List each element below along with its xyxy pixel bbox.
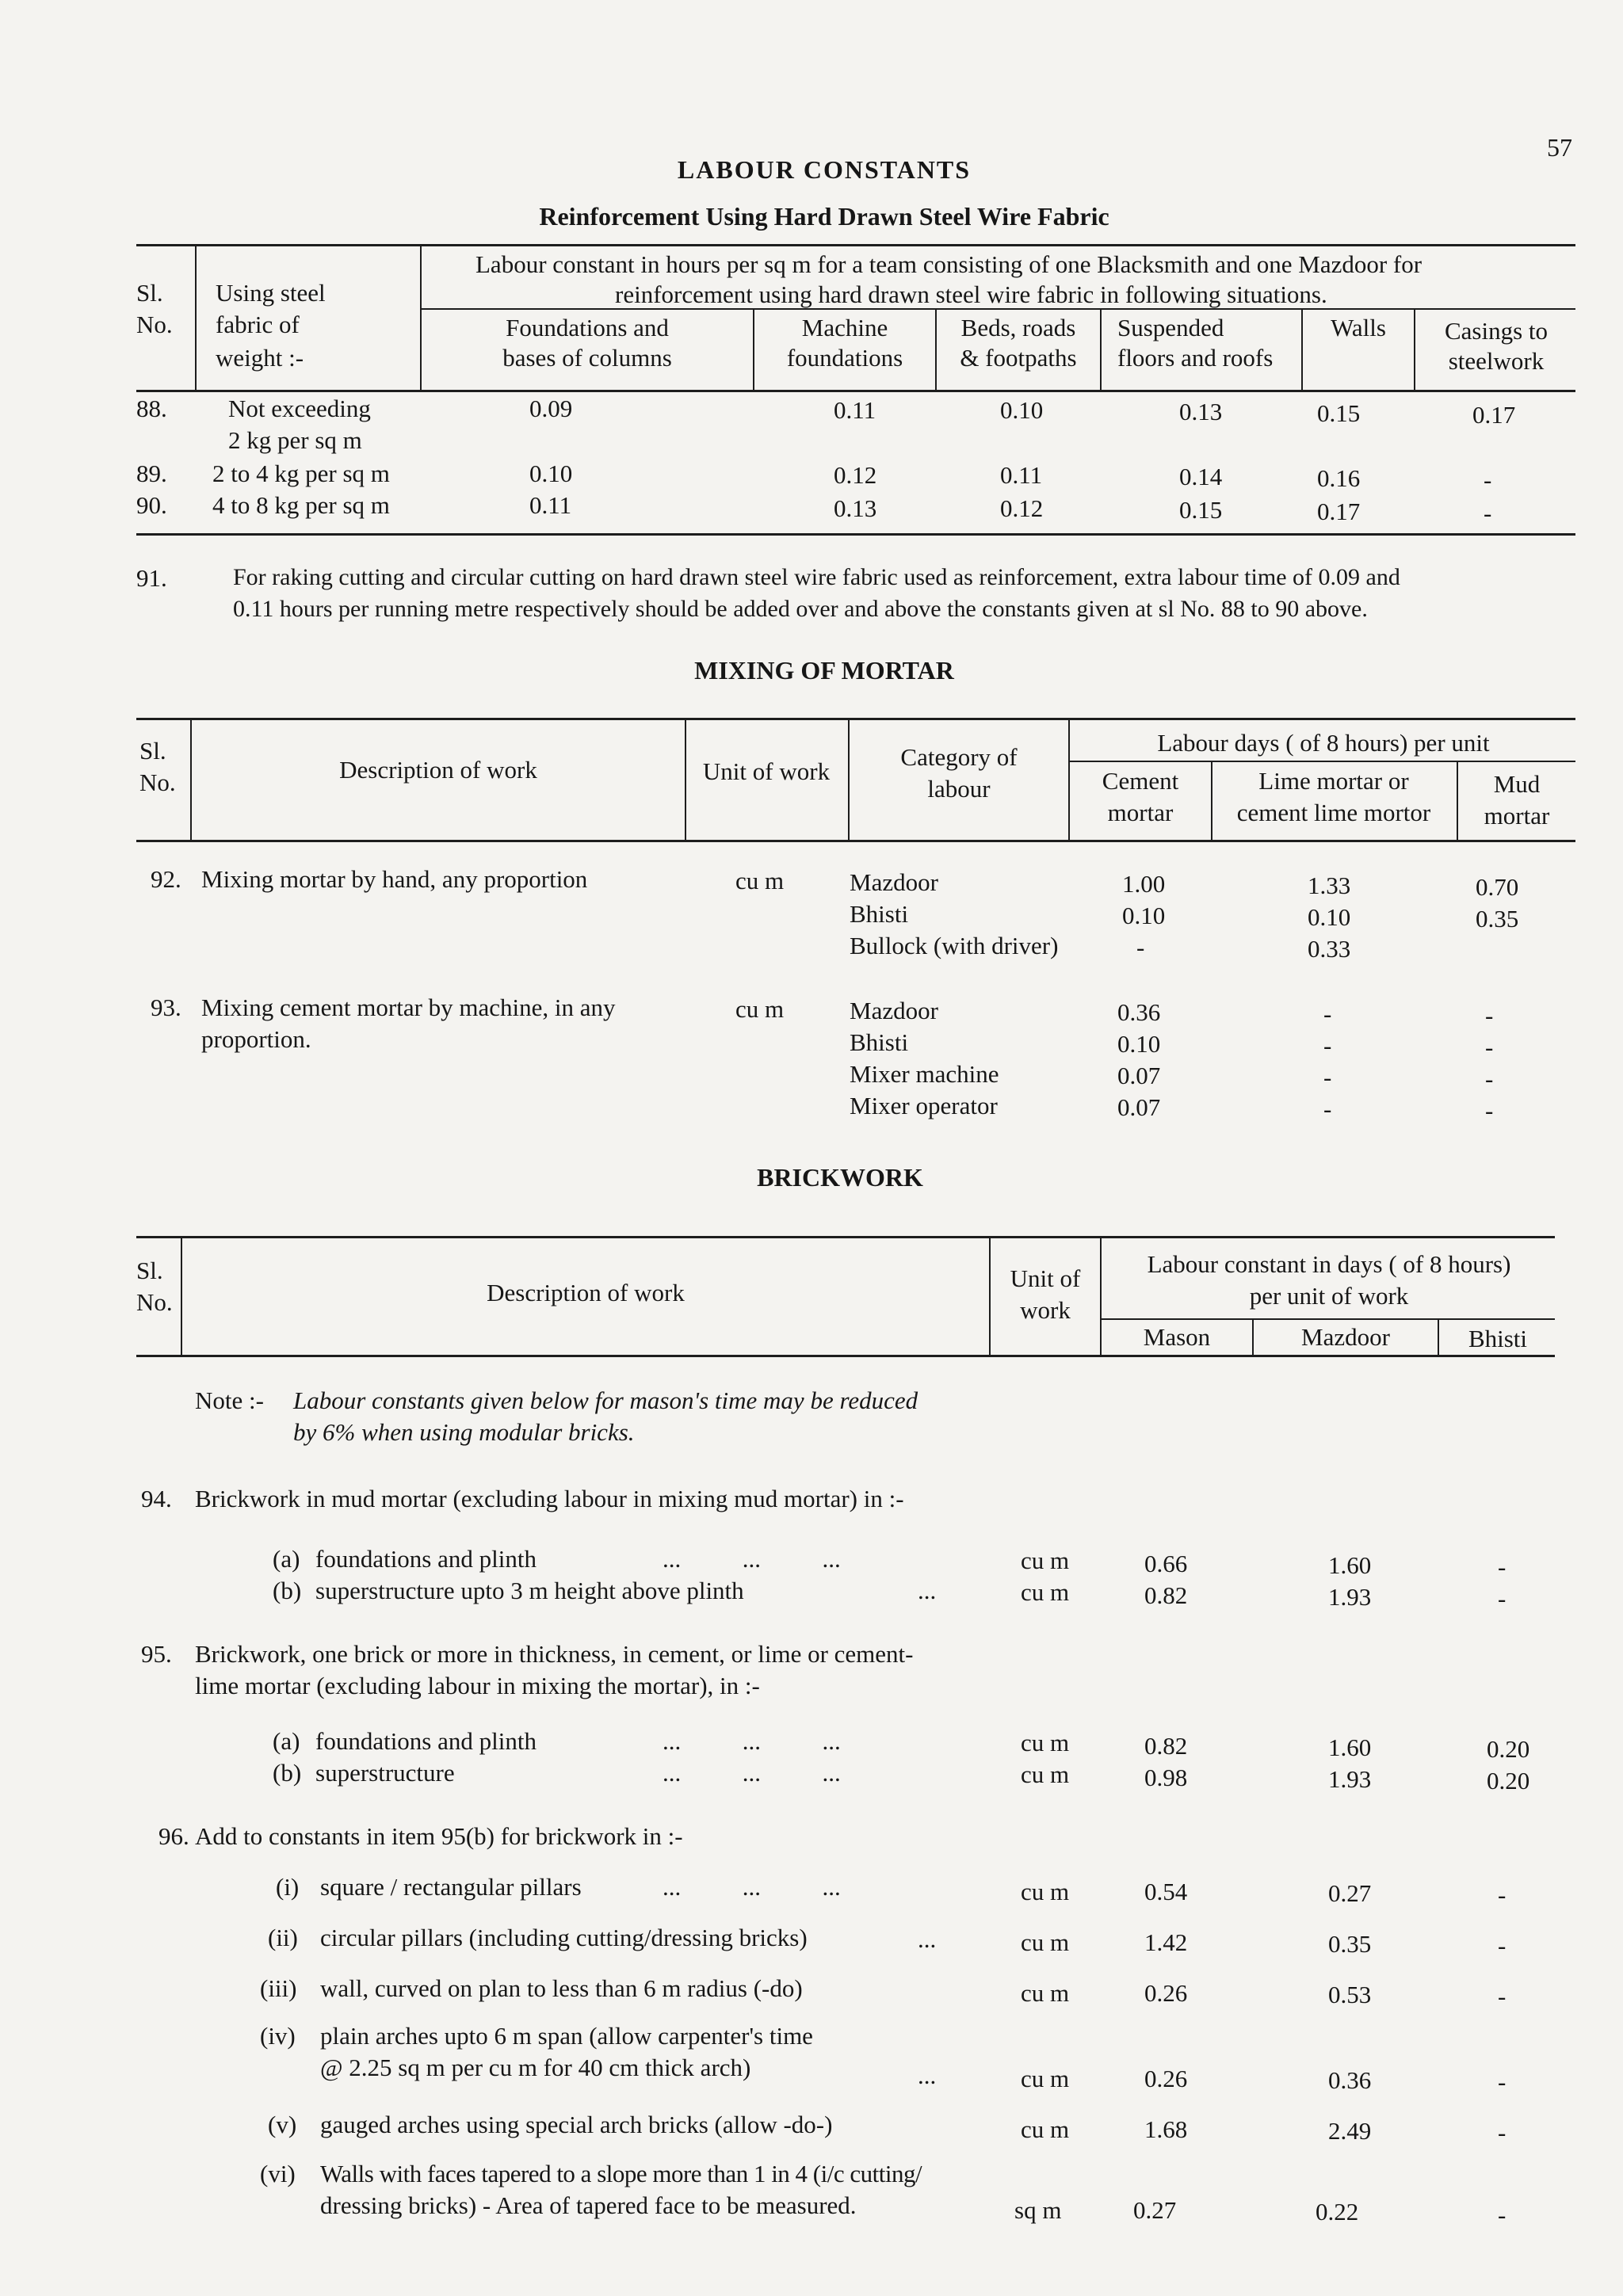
table-divider	[1414, 308, 1415, 390]
cell-mud: -	[1485, 1001, 1494, 1029]
section-title-labour-constants: LABOUR CONSTANTS	[677, 155, 972, 184]
row-label: (vi)	[260, 2160, 296, 2187]
header-no: No.	[136, 1288, 173, 1316]
note-line: by 6% when using modular bricks.	[293, 1418, 635, 1446]
header-foundations: bases of columns	[502, 344, 672, 372]
note-line: Labour constants given below for mason's time may be reduced	[293, 1386, 918, 1414]
cell-machine: 0.13	[834, 494, 877, 522]
header-suspended: floors and roofs	[1117, 344, 1274, 372]
cell-casings: 0.17	[1472, 401, 1516, 429]
row-desc: Mixing mortar by hand, any proportion	[201, 865, 588, 893]
cell-beds: 0.10	[1000, 396, 1044, 424]
header-fabric-line: weight :-	[216, 344, 304, 372]
table-divider	[1100, 308, 1102, 390]
cell-bhisti: 0.20	[1487, 1767, 1530, 1794]
header-no: No.	[139, 769, 176, 796]
table-divider	[181, 1236, 182, 1355]
row-unit: cu m	[1021, 1928, 1070, 1956]
row-text: superstructure upto 3 m height above plinth	[315, 1577, 744, 1604]
cell-lime: -	[1323, 1032, 1332, 1059]
cell-mason: 0.82	[1144, 1732, 1188, 1760]
header-lime-mortar: Lime mortar or	[1258, 767, 1409, 795]
header-labour-days: Labour days ( of 8 hours) per unit	[1157, 729, 1490, 757]
note-line: For raking cutting and circular cutting on hard drawn steel wire fabric used as reinforcement, extra labour time of 0.09 and	[233, 564, 1400, 590]
header-span-line: Labour constant in hours per sq m for a team consisting of one Blacksmith and one Mazdoor for	[475, 250, 1423, 278]
row-label: (i)	[276, 1873, 300, 1901]
cell-bhisti: -	[1498, 1932, 1507, 1959]
row-label: (ii)	[268, 1924, 298, 1951]
header-machine: foundations	[786, 344, 903, 372]
cell-category: Bhisti	[850, 1028, 909, 1056]
row-label: (b)	[273, 1577, 302, 1604]
cell-mason: 0.54	[1144, 1878, 1188, 1905]
cell-bhisti: -	[1498, 1585, 1507, 1612]
row-text: foundations and plinth	[315, 1727, 537, 1755]
table-divider	[1100, 1236, 1102, 1355]
header-mud-mortar: mortar	[1484, 802, 1550, 830]
cell-mason: 1.68	[1144, 2115, 1188, 2143]
section-title-brickwork: BRICKWORK	[757, 1163, 923, 1192]
row-unit: sq m	[1014, 2196, 1062, 2224]
row-text: Walls with faces tapered to a slope more than 1 in 4 (i/c cutting/	[320, 2160, 922, 2187]
row-text: dressing bricks) - Area of tapered face to be measured.	[320, 2191, 857, 2219]
row-leader-dots: ... ... ...	[663, 1545, 841, 1573]
table-divider	[1301, 308, 1303, 390]
row-label: (iv)	[260, 2022, 296, 2050]
row-unit: cu m	[1021, 1878, 1070, 1905]
row-text: @ 2.25 sq m per cu m for 40 cm thick arch)	[320, 2054, 751, 2081]
cell-lime: 0.10	[1308, 903, 1351, 931]
cell-bhisti: -	[1498, 1553, 1507, 1581]
header-sl: Sl.	[136, 1257, 163, 1284]
cell-suspended: 0.13	[1179, 398, 1223, 425]
cell-mazdoor: 0.36	[1328, 2066, 1372, 2094]
cell-bhisti: -	[1498, 1982, 1507, 2010]
row-label: (a)	[273, 1727, 300, 1755]
row-text: gauged arches using special arch bricks (allow -do-)	[320, 2111, 833, 2138]
header-casings: Casings to	[1444, 317, 1549, 345]
header-labour-constant: Labour constant in days ( of 8 hours)	[1147, 1250, 1511, 1278]
table-rule	[136, 390, 1575, 392]
cell-mason: 0.98	[1144, 1764, 1188, 1791]
cell-bhisti: -	[1498, 2119, 1507, 2146]
header-fabric-line: fabric of	[216, 311, 300, 338]
row-text: wall, curved on plan to less than 6 m radius (-do)	[320, 1974, 803, 2002]
cell-foundations: 0.10	[529, 460, 573, 487]
row-leader-dots: ...	[918, 1577, 937, 1604]
cell-walls: 0.16	[1317, 464, 1361, 492]
header-no: No.	[136, 311, 173, 338]
section-subtitle: Reinforcement Using Hard Drawn Steel Wire Fabric	[539, 202, 1109, 231]
header-cement-mortar: Cement	[1102, 767, 1179, 795]
table-rule	[136, 533, 1575, 536]
note-sl: 91.	[136, 564, 167, 592]
row-unit: cu m	[1021, 1578, 1070, 1606]
cell-mazdoor: 0.53	[1328, 1981, 1372, 2008]
cell-mud: -	[1485, 1097, 1494, 1124]
header-labour-constant: per unit of work	[1249, 1282, 1409, 1310]
cell-cement: -	[1136, 933, 1145, 961]
row-unit: cu m	[1021, 1729, 1070, 1756]
header-description: Description of work	[339, 756, 537, 784]
row-leader-dots: ... ... ...	[663, 1873, 841, 1901]
cell-cement: 0.10	[1117, 1030, 1161, 1058]
row-unit: cu m	[1021, 1979, 1070, 2007]
cell-mazdoor: 0.27	[1328, 1879, 1372, 1907]
header-sl: Sl.	[139, 737, 166, 765]
table-rule	[136, 1236, 1555, 1238]
cell-category: Mazdoor	[850, 997, 938, 1024]
row-leader-dots: ...	[918, 1925, 937, 1953]
cell-bhisti: -	[1498, 1881, 1507, 1909]
cell-mazdoor: 2.49	[1328, 2117, 1372, 2145]
header-description: Description of work	[487, 1279, 685, 1306]
row-unit: cu m	[1021, 1760, 1070, 1788]
table-divider	[935, 308, 937, 390]
header-foundations: Foundations and	[506, 314, 669, 341]
cell-mason: 0.66	[1144, 1550, 1188, 1577]
header-beds: Beds, roads	[960, 314, 1076, 341]
row-sl: 90.	[136, 491, 167, 519]
header-machine: Machine	[801, 314, 888, 341]
header-category: Category of	[900, 743, 1018, 771]
cell-lime: -	[1323, 1095, 1332, 1123]
cell-lime: 1.33	[1308, 871, 1351, 899]
cell-mazdoor: 0.35	[1328, 1930, 1372, 1958]
header-category: labour	[927, 775, 991, 803]
row-desc: proportion.	[201, 1025, 311, 1053]
header-casings: steelwork	[1448, 347, 1545, 375]
cell-foundations: 0.09	[529, 395, 573, 422]
note-line: 0.11 hours per running metre respectively should be added over and above the constants given at sl No. 88 to 90 above.	[233, 596, 1368, 622]
header-fabric-line: Using steel	[216, 279, 326, 307]
row-leader-dots: ...	[918, 2061, 937, 2089]
row-text: square / rectangular pillars	[320, 1873, 582, 1901]
item-heading: Add to constants in item 95(b) for brickwork in :-	[195, 1822, 683, 1850]
header-cement-mortar: mortar	[1107, 799, 1174, 826]
header-mason: Mason	[1143, 1323, 1211, 1351]
item-sl: 96.	[158, 1822, 189, 1850]
row-text: foundations and plinth	[315, 1545, 537, 1573]
cell-mazdoor: 1.93	[1328, 1765, 1372, 1793]
row-unit: cu m	[735, 867, 785, 894]
cell-casings: -	[1484, 499, 1492, 527]
cell-category: Bullock (with driver)	[850, 932, 1059, 959]
table-divider	[1068, 718, 1070, 840]
header-walls: Walls	[1331, 314, 1386, 341]
cell-bhisti: -	[1498, 2201, 1507, 2229]
cell-suspended: 0.15	[1179, 496, 1223, 524]
cell-casings: -	[1484, 466, 1492, 494]
header-suspended: Suspended	[1117, 314, 1224, 341]
cell-mazdoor: 1.60	[1328, 1733, 1372, 1761]
cell-walls: 0.17	[1317, 498, 1361, 525]
header-sl: Sl.	[136, 279, 163, 307]
cell-suspended: 0.14	[1179, 463, 1223, 490]
row-label: (iii)	[260, 1974, 297, 2002]
row-desc: 4 to 8 kg per sq m	[212, 491, 390, 519]
cell-beds: 0.11	[1000, 461, 1043, 489]
table-divider	[848, 718, 850, 840]
cell-mud: 0.35	[1476, 905, 1519, 933]
row-desc: Mixing cement mortar by machine, in any	[201, 994, 616, 1021]
table-rule	[1100, 1318, 1555, 1320]
header-beds: & footpaths	[960, 344, 1077, 372]
header-mud-mortar: Mud	[1493, 770, 1541, 798]
row-desc: Not exceeding	[228, 395, 371, 422]
cell-cement: 1.00	[1122, 870, 1166, 898]
header-unit: Unit of	[1010, 1264, 1081, 1292]
header-bhisti: Bhisti	[1468, 1325, 1528, 1352]
cell-category: Mixer operator	[850, 1092, 998, 1119]
item-sl: 94.	[141, 1485, 172, 1512]
page-number: 57	[1547, 133, 1572, 162]
table-rule	[1068, 761, 1575, 762]
cell-bhisti: 0.20	[1487, 1735, 1530, 1763]
row-text: plain arches upto 6 m span (allow carpenter's time	[320, 2022, 813, 2050]
cell-lime: -	[1323, 1000, 1332, 1028]
cell-mason: 0.82	[1144, 1581, 1188, 1609]
row-sl: 89.	[136, 460, 167, 487]
header-mazdoor: Mazdoor	[1301, 1323, 1390, 1351]
table-rule	[136, 244, 1575, 246]
cell-mazdoor: 1.60	[1328, 1551, 1372, 1579]
row-sl: 92.	[151, 865, 181, 893]
section-title-mixing-of-mortar: MIXING OF MORTAR	[694, 656, 954, 685]
row-unit: cu m	[1021, 1547, 1070, 1574]
cell-lime: 0.33	[1308, 935, 1351, 963]
header-span-line: reinforcement using hard drawn steel wire fabric in following situations.	[615, 280, 1327, 308]
header-unit: work	[1020, 1296, 1071, 1324]
cell-mud: -	[1485, 1065, 1494, 1093]
row-label: (b)	[273, 1759, 302, 1787]
cell-mason: 0.27	[1133, 2196, 1177, 2224]
table-divider	[420, 244, 422, 390]
header-unit: Unit of work	[702, 757, 831, 785]
table-rule	[136, 1355, 1555, 1357]
row-sl: 88.	[136, 395, 167, 422]
row-unit: cu m	[735, 995, 785, 1023]
cell-beds: 0.12	[1000, 494, 1044, 522]
table-rule	[136, 840, 1575, 842]
cell-category: Bhisti	[850, 900, 909, 928]
item-heading: lime mortar (excluding labour in mixing the mortar), in :-	[195, 1672, 760, 1699]
table-divider	[753, 308, 754, 390]
table-divider	[190, 718, 192, 840]
cell-cement: 0.07	[1117, 1062, 1161, 1089]
row-label: (a)	[273, 1545, 300, 1573]
cell-lime: -	[1323, 1063, 1332, 1091]
row-leader-dots: ... ... ...	[663, 1759, 841, 1787]
row-unit: cu m	[1021, 2065, 1070, 2092]
row-unit: cu m	[1021, 2115, 1070, 2143]
cell-category: Mazdoor	[850, 868, 938, 896]
cell-machine: 0.12	[834, 461, 877, 489]
row-desc: 2 to 4 kg per sq m	[212, 460, 390, 487]
row-sl: 93.	[151, 994, 181, 1021]
item-sl: 95.	[141, 1640, 172, 1668]
cell-mason: 0.26	[1144, 1979, 1188, 2007]
row-text: circular pillars (including cutting/dressing bricks)	[320, 1924, 808, 1951]
cell-mud: 0.70	[1476, 873, 1519, 901]
cell-cement: 0.10	[1122, 902, 1166, 929]
table-divider	[1252, 1318, 1254, 1355]
cell-category: Mixer machine	[850, 1060, 999, 1088]
table-rule	[136, 718, 1575, 720]
row-text: superstructure	[315, 1759, 455, 1787]
row-desc: 2 kg per sq m	[228, 426, 362, 454]
cell-mazdoor: 1.93	[1328, 1583, 1372, 1611]
cell-mason: 0.26	[1144, 2065, 1188, 2092]
table-divider	[195, 244, 197, 390]
cell-bhisti: -	[1498, 2068, 1507, 2096]
item-heading: Brickwork in mud mortar (excluding labour in mixing mud mortar) in :-	[195, 1485, 904, 1512]
cell-mud: -	[1485, 1033, 1494, 1061]
row-leader-dots: ... ... ...	[663, 1727, 841, 1755]
cell-walls: 0.15	[1317, 399, 1361, 427]
cell-foundations: 0.11	[529, 491, 572, 519]
row-label: (v)	[268, 2111, 297, 2138]
cell-mazdoor: 0.22	[1316, 2198, 1359, 2225]
header-lime-mortar: cement lime mortor	[1236, 799, 1431, 826]
cell-mason: 1.42	[1144, 1928, 1188, 1956]
cell-cement: 0.36	[1117, 998, 1161, 1026]
table-divider	[989, 1236, 991, 1355]
cell-cement: 0.07	[1117, 1093, 1161, 1121]
note-label: Note :-	[195, 1386, 264, 1414]
cell-machine: 0.11	[834, 396, 876, 424]
table-divider	[1438, 1318, 1439, 1355]
item-heading: Brickwork, one brick or more in thickness, in cement, or lime or cement-	[195, 1640, 914, 1668]
